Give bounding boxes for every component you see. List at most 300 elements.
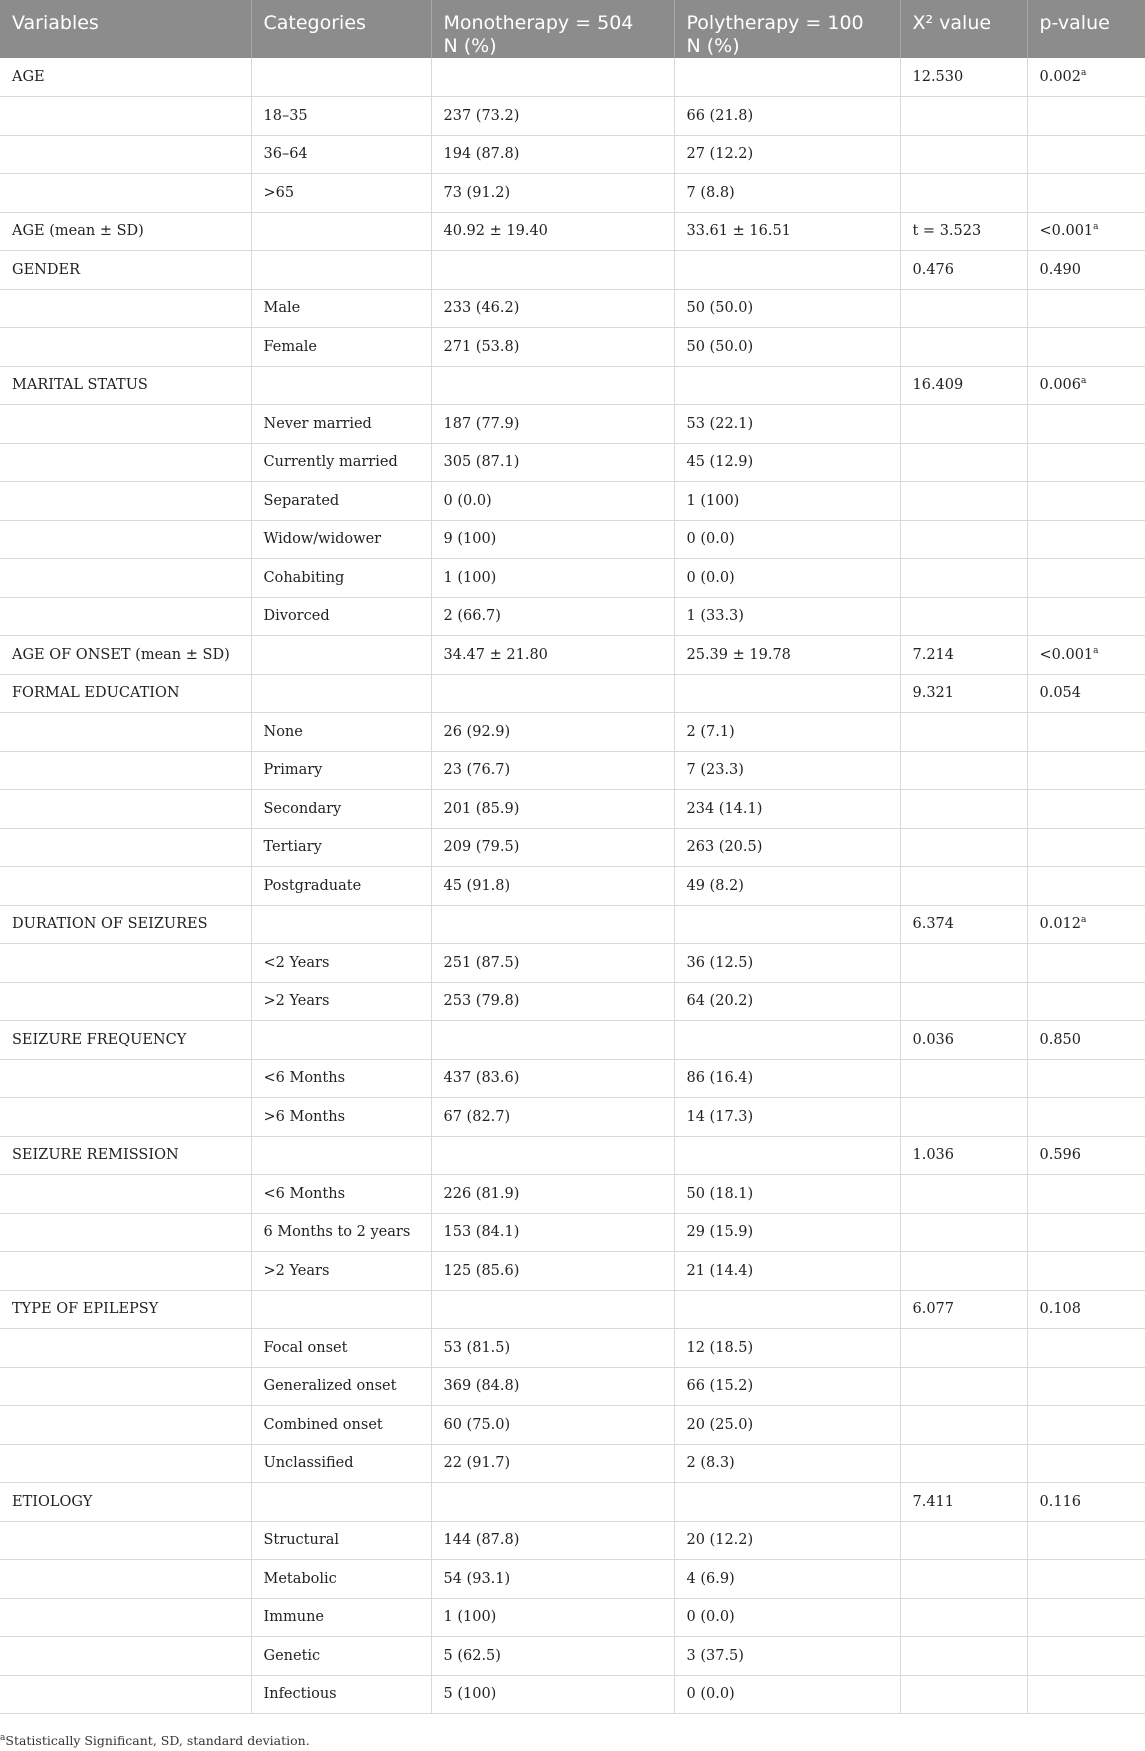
x2-value-text: 6.077 [912, 1301, 955, 1318]
polytherapy-text: 21 (14.4) [686, 1262, 754, 1279]
variable-cell [0, 597, 251, 636]
monotherapy-cell [431, 366, 674, 405]
polytherapy-cell [674, 1098, 900, 1137]
p-value-cell [1027, 1213, 1145, 1252]
table-body [0, 58, 1145, 1714]
monotherapy-cell [431, 1444, 674, 1483]
monotherapy-cell [431, 905, 674, 944]
category-text: Combined onset [263, 1416, 383, 1433]
category-text: >6 Months [263, 1108, 346, 1125]
table-row [0, 1598, 1145, 1637]
variable-cell [0, 212, 251, 251]
polytherapy-text: 1 (100) [686, 492, 740, 509]
polytherapy-cell [674, 867, 900, 906]
category-text: <2 Years [263, 954, 330, 971]
monotherapy-text: 125 (85.6) [443, 1262, 520, 1279]
p-value-text: 0.108 [1039, 1301, 1082, 1318]
monotherapy-text: 26 (92.9) [443, 723, 511, 740]
x2-value-cell [900, 1059, 1027, 1098]
category-cell [251, 1560, 431, 1599]
monotherapy-cell [431, 1098, 674, 1137]
polytherapy-text: 50 (50.0) [686, 338, 754, 355]
polytherapy-cell [674, 1213, 900, 1252]
variable-cell [0, 944, 251, 983]
p-value-text: 0.006 [1039, 377, 1082, 394]
x2-value-cell [900, 1213, 1027, 1252]
variable-text: GENDER [12, 261, 80, 278]
p-value-cell [1027, 1290, 1145, 1329]
p-value-cell [1027, 944, 1145, 983]
polytherapy-cell [674, 443, 900, 482]
monotherapy-text: 437 (83.6) [443, 1070, 520, 1087]
variable-cell [0, 982, 251, 1021]
table-row [0, 443, 1145, 482]
p-value-cell [1027, 97, 1145, 136]
x2-value-cell [900, 751, 1027, 790]
x2-value-cell [900, 1136, 1027, 1175]
polytherapy-cell [674, 482, 900, 521]
monotherapy-text: 237 (73.2) [443, 107, 520, 124]
monotherapy-text: 34.47 ± 21.80 [443, 646, 548, 663]
category-cell [251, 1175, 431, 1214]
category-cell [251, 1059, 431, 1098]
footnote-text: Statistically Significant, SD, standard deviation. [5, 1733, 310, 1748]
variable-cell [0, 1213, 251, 1252]
x2-value-text: t = 3.523 [912, 223, 982, 240]
p-value-cell [1027, 790, 1145, 829]
monotherapy-text: 1 (100) [443, 569, 497, 586]
p-value-cell [1027, 443, 1145, 482]
x2-value-cell [900, 636, 1027, 675]
p-value-cell [1027, 1252, 1145, 1291]
polytherapy-text: 1 (33.3) [686, 608, 744, 625]
polytherapy-cell [674, 174, 900, 213]
polytherapy-text: 53 (22.1) [686, 415, 754, 432]
monotherapy-text: 144 (87.8) [443, 1532, 520, 1549]
category-text: Immune [263, 1609, 324, 1626]
polytherapy-text: 7 (23.3) [686, 762, 744, 779]
variable-cell [0, 1098, 251, 1137]
category-text: >2 Years [263, 993, 330, 1010]
monotherapy-cell [431, 790, 674, 829]
x2-value-text: 0.476 [912, 261, 955, 278]
category-text: Generalized onset [263, 1378, 397, 1395]
variable-cell [0, 1059, 251, 1098]
category-cell [251, 597, 431, 636]
polytherapy-cell [674, 212, 900, 251]
table-row [0, 1175, 1145, 1214]
monotherapy-cell [431, 559, 674, 598]
variable-cell [0, 905, 251, 944]
polytherapy-text: 4 (6.9) [686, 1570, 735, 1587]
x2-value-cell [900, 1367, 1027, 1406]
p-value-cell [1027, 58, 1145, 97]
monotherapy-text: 209 (79.5) [443, 839, 520, 856]
variable-cell [0, 674, 251, 713]
p-value-text: 0.116 [1039, 1493, 1082, 1510]
table-row [0, 1290, 1145, 1329]
p-value-cell [1027, 1367, 1145, 1406]
p-value-cell [1027, 1136, 1145, 1175]
variable-text: AGE (mean ± SD) [12, 223, 144, 240]
category-cell [251, 443, 431, 482]
table-row [0, 1560, 1145, 1599]
x2-value-cell [900, 135, 1027, 174]
header-categories: Categories [251, 0, 431, 58]
category-cell [251, 97, 431, 136]
monotherapy-cell [431, 1367, 674, 1406]
monotherapy-text: 60 (75.0) [443, 1416, 511, 1433]
category-cell [251, 790, 431, 829]
monotherapy-cell [431, 1598, 674, 1637]
x2-value-cell [900, 1290, 1027, 1329]
polytherapy-cell [674, 1637, 900, 1676]
category-cell [251, 1213, 431, 1252]
x2-value-cell [900, 1598, 1027, 1637]
polytherapy-text: 234 (14.1) [686, 800, 763, 817]
x2-value-text: 12.530 [912, 69, 964, 85]
variable-cell [0, 174, 251, 213]
x2-value-text: 9.321 [912, 685, 955, 702]
header-variables: Variables [0, 0, 251, 58]
variable-cell [0, 1367, 251, 1406]
category-cell [251, 828, 431, 867]
category-cell [251, 1406, 431, 1445]
x2-value-cell [900, 1021, 1027, 1060]
table-row [0, 1483, 1145, 1522]
table-row [0, 482, 1145, 521]
p-value-cell [1027, 1021, 1145, 1060]
x2-value-cell [900, 1098, 1027, 1137]
polytherapy-cell [674, 328, 900, 367]
monotherapy-text: 226 (81.9) [443, 1185, 520, 1202]
variable-cell [0, 97, 251, 136]
p-value-text: <0.001 [1039, 646, 1094, 663]
polytherapy-text: 2 (7.1) [686, 723, 735, 740]
p-value-text: <0.001 [1039, 223, 1094, 240]
monotherapy-cell [431, 1213, 674, 1252]
x2-value-cell [900, 1175, 1027, 1214]
x2-value-text: 16.409 [912, 377, 964, 394]
variable-cell [0, 289, 251, 328]
category-cell [251, 366, 431, 405]
category-text: Unclassified [263, 1455, 354, 1472]
monotherapy-text: 67 (82.7) [443, 1108, 511, 1125]
variable-cell [0, 1560, 251, 1599]
table-row [0, 1637, 1145, 1676]
category-cell [251, 982, 431, 1021]
variable-cell [0, 1675, 251, 1714]
monotherapy-text: 45 (91.8) [443, 877, 511, 894]
category-text: Widow/widower [263, 531, 382, 548]
table-row [0, 1367, 1145, 1406]
monotherapy-cell [431, 1560, 674, 1599]
variable-cell [0, 1252, 251, 1291]
variable-cell [0, 1136, 251, 1175]
monotherapy-text: 369 (84.8) [443, 1378, 520, 1395]
category-cell [251, 1444, 431, 1483]
monotherapy-cell [431, 482, 674, 521]
table-row [0, 713, 1145, 752]
category-cell [251, 405, 431, 444]
category-text: 6 Months to 2 years [263, 1224, 411, 1241]
polytherapy-cell [674, 289, 900, 328]
x2-value-cell [900, 1252, 1027, 1291]
variable-cell [0, 1444, 251, 1483]
monotherapy-cell [431, 1290, 674, 1329]
variable-cell [0, 251, 251, 290]
p-value-cell [1027, 1637, 1145, 1676]
p-value-cell [1027, 751, 1145, 790]
polytherapy-text: 29 (15.9) [686, 1224, 754, 1241]
p-value-cell [1027, 636, 1145, 675]
significance-marker: a [1093, 222, 1099, 233]
polytherapy-text: 14 (17.3) [686, 1108, 754, 1125]
polytherapy-cell [674, 751, 900, 790]
monotherapy-cell [431, 443, 674, 482]
category-text: Cohabiting [263, 569, 345, 586]
p-value-cell [1027, 713, 1145, 752]
polytherapy-cell [674, 1367, 900, 1406]
polytherapy-text: 50 (18.1) [686, 1185, 754, 1202]
p-value-text: 0.012 [1039, 916, 1082, 933]
header-polytherapy-title: Polytherapy = 100 [686, 12, 864, 34]
monotherapy-cell [431, 520, 674, 559]
category-cell [251, 520, 431, 559]
header-row [0, 0, 1145, 58]
p-value-cell [1027, 867, 1145, 906]
variable-text: TYPE OF EPILEPSY [12, 1301, 159, 1318]
monotherapy-text: 194 (87.8) [443, 146, 520, 163]
x2-value-cell [900, 1521, 1027, 1560]
variable-text: DURATION OF SEIZURES [12, 916, 208, 933]
variable-cell [0, 1483, 251, 1522]
variable-text: AGE [12, 69, 45, 85]
category-text: Currently married [263, 454, 398, 471]
x2-value-cell [900, 790, 1027, 829]
category-text: Never married [263, 415, 372, 432]
polytherapy-text: 3 (37.5) [686, 1647, 744, 1664]
table-header [0, 0, 1145, 58]
category-text: Male [263, 300, 301, 317]
category-text: Postgraduate [263, 877, 362, 894]
polytherapy-cell [674, 905, 900, 944]
p-value-cell [1027, 1521, 1145, 1560]
table-row [0, 135, 1145, 174]
category-cell [251, 1290, 431, 1329]
polytherapy-cell [674, 366, 900, 405]
polytherapy-text: 20 (25.0) [686, 1416, 754, 1433]
monotherapy-cell [431, 751, 674, 790]
monotherapy-cell [431, 713, 674, 752]
monotherapy-text: 73 (91.2) [443, 184, 511, 201]
p-value-cell [1027, 1598, 1145, 1637]
table-row [0, 58, 1145, 97]
variable-cell [0, 1290, 251, 1329]
p-value-cell [1027, 135, 1145, 174]
category-cell [251, 1136, 431, 1175]
polytherapy-text: 33.61 ± 16.51 [686, 223, 791, 240]
polytherapy-text: 263 (20.5) [686, 839, 763, 856]
table-row [0, 1059, 1145, 1098]
category-cell [251, 1021, 431, 1060]
category-cell [251, 1637, 431, 1676]
polytherapy-text: 0 (0.0) [686, 569, 735, 586]
x2-value-cell [900, 328, 1027, 367]
polytherapy-cell [674, 1675, 900, 1714]
table-row [0, 1098, 1145, 1137]
category-cell [251, 751, 431, 790]
polytherapy-cell [674, 135, 900, 174]
footnote-marker: a [0, 1732, 6, 1743]
monotherapy-text: 23 (76.7) [443, 762, 511, 779]
x2-value-cell [900, 482, 1027, 521]
x2-value-cell [900, 58, 1027, 97]
monotherapy-cell [431, 135, 674, 174]
monotherapy-text: 233 (46.2) [443, 300, 520, 317]
category-cell [251, 636, 431, 675]
header-polytherapy-unit: N (%) [686, 35, 740, 57]
p-value-cell [1027, 405, 1145, 444]
table-row [0, 1521, 1145, 1560]
category-cell [251, 58, 431, 97]
p-value-text: 0.054 [1039, 685, 1082, 702]
variable-cell [0, 790, 251, 829]
category-text: <6 Months [263, 1185, 346, 1202]
monotherapy-text: 305 (87.1) [443, 454, 520, 471]
p-value-cell [1027, 1444, 1145, 1483]
table-row [0, 212, 1145, 251]
x2-value-cell [900, 1483, 1027, 1522]
variable-text: AGE OF ONSET (mean ± SD) [12, 646, 230, 663]
monotherapy-text: 9 (100) [443, 531, 497, 548]
category-cell [251, 1483, 431, 1522]
polytherapy-text: 7 (8.8) [686, 184, 735, 201]
table-row [0, 674, 1145, 713]
category-text: Tertiary [263, 839, 322, 856]
polytherapy-cell [674, 636, 900, 675]
p-value-cell [1027, 559, 1145, 598]
monotherapy-text: 253 (79.8) [443, 993, 520, 1010]
monotherapy-cell [431, 1059, 674, 1098]
category-cell [251, 905, 431, 944]
p-value-cell [1027, 597, 1145, 636]
variable-cell [0, 713, 251, 752]
category-text: 18–35 [263, 107, 308, 124]
table-row [0, 1444, 1145, 1483]
polytherapy-text: 12 (18.5) [686, 1339, 754, 1356]
monotherapy-cell [431, 251, 674, 290]
table-row [0, 1252, 1145, 1291]
x2-value-cell [900, 1675, 1027, 1714]
variable-text: SEIZURE FREQUENCY [12, 1031, 187, 1048]
polytherapy-cell [674, 674, 900, 713]
variable-cell [0, 58, 251, 97]
monotherapy-cell [431, 212, 674, 251]
variable-cell [0, 1598, 251, 1637]
x2-value-cell [900, 520, 1027, 559]
category-text: Divorced [263, 608, 330, 625]
table-row [0, 867, 1145, 906]
monotherapy-text: 153 (84.1) [443, 1224, 520, 1241]
polytherapy-cell [674, 828, 900, 867]
p-value-cell [1027, 1406, 1145, 1445]
x2-value-cell [900, 1329, 1027, 1368]
p-value-cell [1027, 482, 1145, 521]
p-value-cell [1027, 251, 1145, 290]
polytherapy-cell [674, 1136, 900, 1175]
polytherapy-cell [674, 58, 900, 97]
category-text: <6 Months [263, 1070, 346, 1087]
category-cell [251, 674, 431, 713]
polytherapy-text: 36 (12.5) [686, 954, 754, 971]
table-row [0, 597, 1145, 636]
x2-value-cell [900, 212, 1027, 251]
x2-value-cell [900, 443, 1027, 482]
x2-value-cell [900, 405, 1027, 444]
table-row [0, 97, 1145, 136]
polytherapy-cell [674, 1521, 900, 1560]
category-cell [251, 1598, 431, 1637]
variable-text: SEIZURE REMISSION [12, 1147, 179, 1164]
p-value-cell [1027, 1059, 1145, 1098]
p-value-cell [1027, 905, 1145, 944]
variable-cell [0, 751, 251, 790]
x2-value-cell [900, 97, 1027, 136]
table-row [0, 944, 1145, 983]
x2-value-text: 7.411 [912, 1493, 955, 1510]
p-value-cell [1027, 1098, 1145, 1137]
variable-text: ETIOLOGY [12, 1493, 93, 1510]
p-value-cell [1027, 289, 1145, 328]
variable-cell [0, 482, 251, 521]
table-row [0, 636, 1145, 675]
monotherapy-cell [431, 1637, 674, 1676]
category-cell [251, 944, 431, 983]
p-value-cell [1027, 828, 1145, 867]
table-row [0, 289, 1145, 328]
monotherapy-cell [431, 405, 674, 444]
p-value-text: 0.002 [1039, 69, 1082, 85]
category-cell [251, 1098, 431, 1137]
x2-value-cell [900, 944, 1027, 983]
p-value-text: 0.490 [1039, 261, 1082, 278]
monotherapy-cell [431, 636, 674, 675]
variable-cell [0, 828, 251, 867]
x2-value-cell [900, 674, 1027, 713]
header-x2-value: X² value [900, 0, 1027, 58]
table-row [0, 1021, 1145, 1060]
table-row [0, 328, 1145, 367]
x2-value-text: 0.036 [912, 1031, 955, 1048]
x2-value-cell [900, 251, 1027, 290]
monotherapy-text: 5 (100) [443, 1686, 497, 1703]
table-row [0, 1213, 1145, 1252]
table-row [0, 520, 1145, 559]
polytherapy-cell [674, 944, 900, 983]
category-text: Metabolic [263, 1570, 337, 1587]
variable-cell [0, 559, 251, 598]
x2-value-text: 6.374 [912, 916, 955, 933]
monotherapy-text: 40.92 ± 19.40 [443, 223, 548, 240]
category-cell [251, 251, 431, 290]
category-cell [251, 1521, 431, 1560]
x2-value-cell [900, 1406, 1027, 1445]
x2-value-cell [900, 713, 1027, 752]
p-value-cell [1027, 1675, 1145, 1714]
monotherapy-cell [431, 328, 674, 367]
polytherapy-cell [674, 982, 900, 1021]
